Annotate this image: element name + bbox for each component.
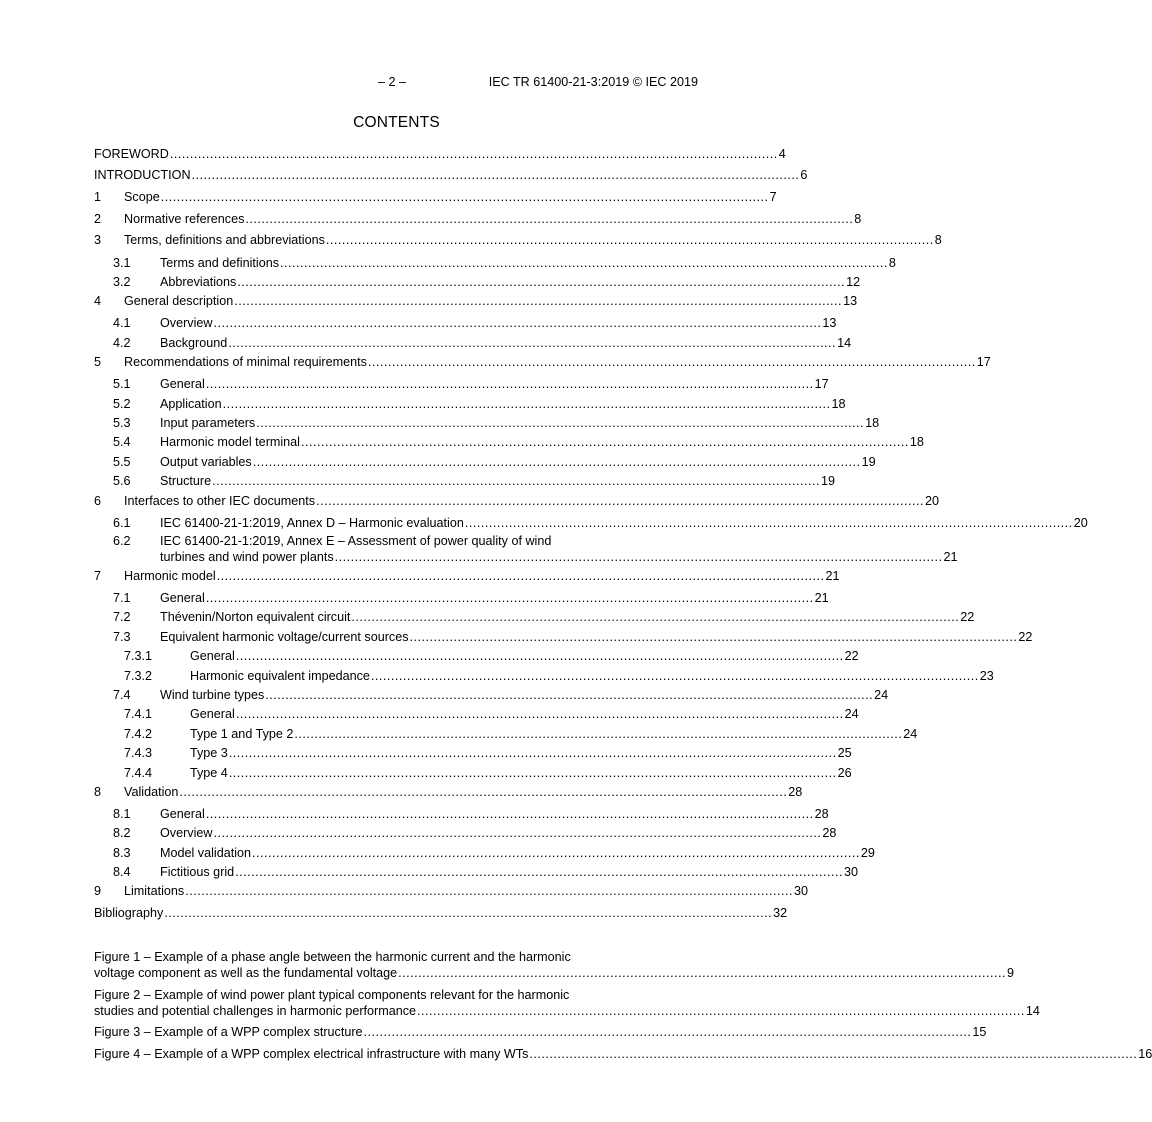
toc-entry-number: 5.6 (113, 474, 131, 488)
toc-entry-number: 8.2 (113, 826, 131, 840)
toc-entry-page: 13 (843, 294, 858, 308)
toc-entry-number: 7.4.1 (124, 707, 153, 721)
document-reference: IEC TR 61400-21-3:2019 © IEC 2019 (488, 75, 698, 89)
toc-entry[interactable]: 7.4.3 Type 3 ........................................................................................................................................................ 25 (124, 746, 852, 760)
toc-entry-title: General (190, 649, 235, 663)
toc-entry[interactable]: 5.5 Output variables ........................................................................................................................................................ 19 (113, 455, 876, 469)
toc-entry[interactable]: 7.4 Wind turbine types ........................................................................................................................................................ 24 (113, 688, 889, 702)
toc-entry-number: 5.2 (113, 397, 131, 411)
toc-entry-number: 6 (94, 494, 102, 508)
toc-entry-page: 18 (831, 397, 846, 411)
toc-entry-title: turbines and wind power plants (160, 550, 334, 564)
toc-entry-number: 1 (94, 190, 102, 204)
toc-entry-title: Overview (160, 316, 213, 330)
toc-entry-number: 9 (94, 884, 102, 898)
toc-entry[interactable]: 3 Terms, definitions and abbreviations ........................................................................................................................................................ 8 (94, 233, 942, 247)
toc-entry-number: 5.4 (113, 435, 131, 449)
toc-entry-page: 26 (837, 766, 852, 780)
toc-entry[interactable]: 4.1 Overview ........................................................................................................................................................ 13 (113, 316, 837, 330)
figure-entry-title: voltage component as well as the fundamental voltage (94, 966, 398, 980)
toc-entry[interactable]: FOREWORD ........................................................................................................................................................ 4 (94, 147, 786, 161)
toc-entry-number: 5.5 (113, 455, 131, 469)
toc-entry-title: Type 1 and Type 2 (190, 727, 294, 741)
toc-entry-number: 2 (94, 212, 102, 226)
figure-entry-page: 16 (1138, 1047, 1152, 1061)
toc-entry-title: INTRODUCTION (94, 168, 191, 182)
toc-entry-title: Application (160, 397, 222, 411)
toc-entry-number: 6.1 (113, 516, 131, 530)
toc-entry-title: Normative references (124, 212, 245, 226)
toc-entry-page: 30 (794, 884, 809, 898)
toc-entry-title: Harmonic model (124, 569, 216, 583)
toc-entry[interactable]: 6.1 IEC 61400-21-1:2019, Annex D – Harmonic evaluation ........................................................................................................................................................ 20 (113, 516, 1088, 530)
toc-entry-number: 6.2 (113, 534, 131, 548)
toc-entry-number: 5.1 (113, 377, 131, 391)
figure-entry-title: Figure 4 – Example of a WPP complex electrical infrastructure with many WTs (94, 1047, 529, 1061)
toc-entry-page: 18 (865, 416, 880, 430)
toc-entry[interactable]: 4 General description ........................................................................................................................................................ 13 (94, 294, 858, 308)
toc-entry-number: 7.4.4 (124, 766, 153, 780)
toc-entry-page: 21 (943, 550, 958, 564)
toc-entry-number: 3.1 (113, 256, 131, 270)
toc-entry[interactable]: 5 Recommendations of minimal requirements ........................................................................................................................................................ 17 (94, 355, 991, 369)
toc-entry-number: 7 (94, 569, 102, 583)
toc-entry[interactable]: 3.2 Abbreviations ........................................................................................................................................................ 12 (113, 275, 861, 289)
toc-entry[interactable]: 2 Normative references ........................................................................................................................................................ 8 (94, 212, 862, 226)
toc-entry-number: 7.4.3 (124, 746, 153, 760)
toc-entry-page: 20 (1073, 516, 1088, 530)
toc-entry[interactable]: 7.2 Thévenin/Norton equivalent circuit ........................................................................................................................................................ 22 (113, 610, 975, 624)
toc-entry-page: 8 (888, 256, 896, 270)
toc-entry[interactable]: 7.4.1 General ........................................................................................................................................................ 24 (124, 707, 859, 721)
figure-entry[interactable]: Figure 1 – Example of a phase angle between the harmonic current and the harmonic voltage component as well as the fundamental voltage ........................................................................................................................................................ 9 (94, 950, 1015, 980)
toc-entry-number: 8.3 (113, 846, 131, 860)
toc-entry-page: 14 (837, 336, 852, 350)
toc-entry-title: Overview (160, 826, 213, 840)
toc-entry-title: Harmonic equivalent impedance (190, 669, 370, 683)
toc-entry-title: Structure (160, 474, 212, 488)
toc-entry-page: 17 (814, 377, 829, 391)
toc-entry-page: 6 (800, 168, 808, 182)
toc-entry-title: Terms, definitions and abbreviations (124, 233, 325, 247)
toc-entry-title: Interfaces to other IEC documents (124, 494, 316, 508)
toc-entry[interactable]: 7.3.2 Harmonic equivalent impedance ........................................................................................................................................................ 23 (124, 669, 994, 683)
toc-entry[interactable]: 5.3 Input parameters ........................................................................................................................................................ 18 (113, 416, 880, 430)
toc-entry-page: 22 (844, 649, 859, 663)
toc-entry-title: FOREWORD (94, 147, 169, 161)
toc-entry-page: 22 (1018, 630, 1033, 644)
toc-entry-title: General (190, 707, 235, 721)
toc-entry[interactable]: 8.2 Overview ........................................................................................................................................................ 28 (113, 826, 837, 840)
toc-entry-page: 20 (924, 494, 939, 508)
figure-entry-title: Figure 3 – Example of a WPP complex structure (94, 1025, 363, 1039)
toc-entry-page: 7 (769, 190, 777, 204)
figure-entry[interactable]: Figure 3 – Example of a WPP complex structure ........................................................................................................................................................ 15 (94, 1025, 987, 1039)
toc-entry-title: Harmonic model terminal (160, 435, 300, 449)
figure-entry[interactable]: Figure 2 – Example of wind power plant typical components relevant for the harmonic studies and potential challenges in harmonic performance ........................................................................................................................................................ 14 (94, 988, 1040, 1018)
page-header (94, 75, 698, 93)
toc-entry-title: Type 3 (190, 746, 228, 760)
toc-entry-page: 28 (788, 785, 803, 799)
toc-entry-page: 19 (861, 455, 876, 469)
toc-entry[interactable]: 5.4 Harmonic model terminal ........................................................................................................................................................ 18 (113, 435, 924, 449)
toc-entry-title: Thévenin/Norton equivalent circuit (160, 610, 351, 624)
toc-entry-number: 7.3.2 (124, 669, 153, 683)
toc-entry-number: 3.2 (113, 275, 131, 289)
toc-entry-page: 28 (822, 826, 837, 840)
toc-entry-page: 29 (860, 846, 875, 860)
toc-entry[interactable]: 4.2 Background ........................................................................................................................................................ 14 (113, 336, 852, 350)
toc-entry-title: Bibliography (94, 906, 164, 920)
toc-entry-title: General (160, 807, 205, 821)
toc-entry[interactable]: 3.1 Terms and definitions ........................................................................................................................................................ 8 (113, 256, 896, 270)
toc-entry-page: 24 (903, 727, 918, 741)
toc-entry[interactable]: 5.6 Structure ........................................................................................................................................................ 19 (113, 474, 835, 488)
toc-entry-title: Abbreviations (160, 275, 237, 289)
toc-entry[interactable]: Bibliography ........................................................................................................................................................ 32 (94, 906, 788, 920)
toc-entry-page: 23 (979, 669, 994, 683)
toc-entry-number: 8.4 (113, 865, 131, 879)
toc-entry-number: 7.3.1 (124, 649, 153, 663)
toc-entry-number: 7.1 (113, 591, 131, 605)
toc-entry[interactable]: 7.3.1 General ........................................................................................................................................................ 22 (124, 649, 859, 663)
toc-entry[interactable]: 1 Scope ........................................................................................................................................................ 7 (94, 190, 777, 204)
toc-entry-title: Validation (124, 785, 179, 799)
toc-entry-number: 7.2 (113, 610, 131, 624)
toc-entry-title: IEC 61400-21-1:2019, Annex D – Harmonic evaluation (160, 516, 464, 530)
toc-entry-page: 4 (778, 147, 786, 161)
toc-entry-number: 5.3 (113, 416, 131, 430)
toc-entry-title: Scope (124, 190, 160, 204)
toc-entry[interactable]: 7.1 General ........................................................................................................................................................ 21 (113, 591, 829, 605)
toc-entry-page: 24 (874, 688, 889, 702)
toc-entry[interactable]: 7.3 Equivalent harmonic voltage/current sources ........................................................................................................................................................ 22 (113, 630, 1033, 644)
toc-entry-number: 5 (94, 355, 102, 369)
toc-entry-title: General description (124, 294, 234, 308)
figure-entry[interactable]: Figure 4 – Example of a WPP complex electrical infrastructure with many WTs ........................................................................................................................................................ 16 (94, 1047, 1152, 1061)
toc-entry-title: Terms and definitions (160, 256, 280, 270)
toc-entry-number: 3 (94, 233, 102, 247)
toc-entry[interactable]: INTRODUCTION ........................................................................................................................................................ 6 (94, 168, 808, 182)
figure-entry-page: 14 (1025, 1004, 1040, 1018)
toc-entry-page: 19 (820, 474, 835, 488)
toc-entry[interactable]: 7 Harmonic model ........................................................................................................................................................ 21 (94, 569, 840, 583)
toc-entry-page: 32 (773, 906, 788, 920)
toc-entry-page: 22 (960, 610, 975, 624)
toc-entry-title: Input parameters (160, 416, 256, 430)
toc-entry-title: Background (160, 336, 228, 350)
toc-entry-number: 4 (94, 294, 102, 308)
toc-entry-page: 21 (825, 569, 840, 583)
toc-entry-title: Recommendations of minimal requirements (124, 355, 367, 369)
toc-entry[interactable]: 5.2 Application ........................................................................................................................................................ 18 (113, 397, 846, 411)
figure-entry-title-line1: Figure 2 – Example of wind power plant typical components relevant for the harmonic (94, 988, 570, 1002)
toc-entry-title: Limitations (124, 884, 185, 898)
toc-entry-page: 18 (909, 435, 924, 449)
toc-entry[interactable]: 8.4 Fictitious grid ........................................................................................................................................................ 30 (113, 865, 859, 879)
toc-entry-page: 28 (814, 807, 829, 821)
toc-entry-title: Fictitious grid (160, 865, 235, 879)
toc-entry[interactable]: 7.4.2 Type 1 and Type 2 ........................................................................................................................................................ 24 (124, 727, 918, 741)
figure-entry-title-line1: Figure 1 – Example of a phase angle between the harmonic current and the harmonic (94, 950, 571, 964)
toc-entry[interactable]: 9 Limitations ........................................................................................................................................................ 30 (94, 884, 809, 898)
figure-entry-page: 15 (972, 1025, 987, 1039)
toc-entry-number: 4.1 (113, 316, 131, 330)
figure-entry-page: 9 (1007, 966, 1015, 980)
toc-entry-title: Output variables (160, 455, 252, 469)
toc-entry-number: 4.2 (113, 336, 131, 350)
page-number: – 2 – (378, 75, 407, 89)
toc-entry-title: General (160, 377, 205, 391)
toc-entry-page: 13 (822, 316, 837, 330)
toc-entry-title: Wind turbine types (160, 688, 265, 702)
toc-entry-title: Type 4 (190, 766, 228, 780)
toc-entry[interactable]: 8.3 Model validation ........................................................................................................................................................ 29 (113, 846, 875, 860)
toc-entry-page: 24 (844, 707, 859, 721)
figure-entry-title: studies and potential challenges in harmonic performance (94, 1004, 417, 1018)
toc-entry-title-line1: IEC 61400-21-1:2019, Annex E – Assessment of power quality of wind (160, 534, 552, 548)
toc-entry-page: 8 (934, 233, 942, 247)
toc-entry-page: 30 (844, 865, 859, 879)
toc-entry[interactable]: 6.2 IEC 61400-21-1:2019, Annex E – Assessment of power quality of wind turbines and wind power plants ........................................................................................................................................................ 21 (113, 534, 958, 564)
toc-entry-page: 21 (814, 591, 829, 605)
toc-entry-page: 12 (846, 275, 861, 289)
toc-entry[interactable]: 7.4.4 Type 4 ........................................................................................................................................................ 26 (124, 766, 852, 780)
page-title: CONTENTS (353, 114, 440, 131)
toc-entry[interactable]: 6 Interfaces to other IEC documents ........................................................................................................................................................ 20 (94, 494, 939, 508)
toc-entry-page: 25 (837, 746, 852, 760)
toc-entry-number: 8.1 (113, 807, 131, 821)
toc-entry[interactable]: 8.1 General ........................................................................................................................................................ 28 (113, 807, 829, 821)
toc-entry[interactable]: 5.1 General ........................................................................................................................................................ 17 (113, 377, 829, 391)
toc-entry[interactable]: 8 Validation ........................................................................................................................................................ 28 (94, 785, 803, 799)
toc-entry-title: Equivalent harmonic voltage/current sources (160, 630, 409, 644)
toc-entry-page: 8 (854, 212, 862, 226)
toc-entry-number: 8 (94, 785, 102, 799)
toc-entry-title: Model validation (160, 846, 252, 860)
toc-entry-number: 7.4 (113, 688, 131, 702)
toc-entry-page: 17 (976, 355, 991, 369)
toc-entry-number: 7.3 (113, 630, 131, 644)
toc-entry-title: General (160, 591, 205, 605)
toc-entry-number: 7.4.2 (124, 727, 153, 741)
